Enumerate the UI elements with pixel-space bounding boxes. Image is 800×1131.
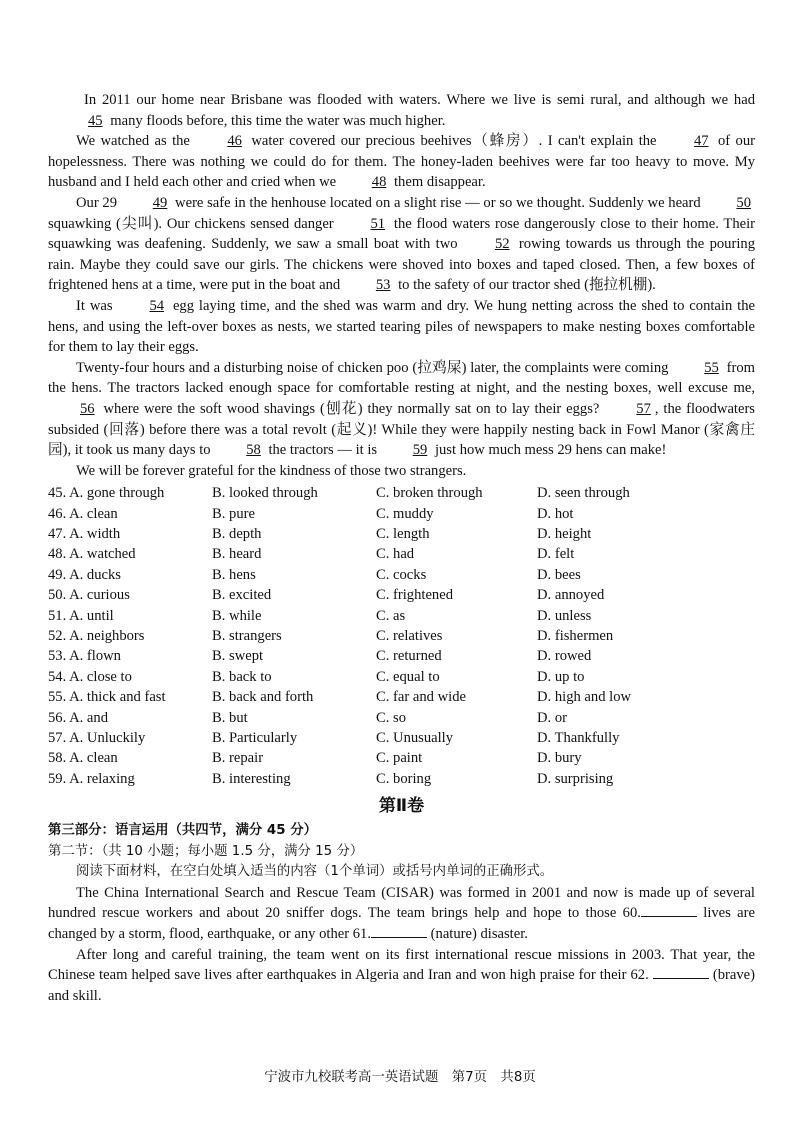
blank-51[interactable]: 51 — [370, 215, 386, 232]
option-choice[interactable]: C. far and wide — [376, 689, 466, 706]
blank-58[interactable]: 58 — [246, 442, 261, 459]
option-choice[interactable]: D. seen through — [537, 485, 630, 502]
grammar-text: After long and careful training, the team went on its first international rescue missions in 2003. That year, the Chinese team helped save lives after earthquakes in Algeria and Iran and won high praise for their 62. — [48, 946, 755, 984]
passage-paragraph: We watched as the 46 water covered our precious beehives（蜂房）. I can't explain the 47 of our hopelessness. There was nothing we could do for them. The honey-laden beehives were far too heavy to move. My husband and I held each other and cried when we 48 them disappear. — [48, 131, 755, 193]
option-choice[interactable]: C. relatives — [376, 628, 443, 645]
blank-53[interactable]: 53 — [375, 277, 391, 294]
option-row — [48, 646, 755, 666]
blank-59[interactable]: 59 — [412, 442, 428, 459]
option-choice[interactable]: B. excited — [212, 587, 272, 604]
option-choice[interactable]: C. boring — [376, 770, 432, 787]
option-choice[interactable]: 56. A. and — [48, 709, 108, 726]
blank-60[interactable] — [641, 904, 697, 917]
option-choice[interactable]: 59. A. relaxing — [48, 770, 135, 787]
option-row — [48, 667, 755, 687]
blank-45[interactable]: 45 — [88, 112, 103, 129]
option-choice[interactable]: 51. A. until — [48, 607, 114, 624]
section-heading-text: 第三部分：语言运用（共四节，满分 45 分） — [48, 823, 317, 839]
option-choice[interactable]: 52. A. neighbors — [48, 628, 145, 645]
grammar-text: (nature) disaster. — [430, 925, 528, 942]
option-row — [48, 728, 755, 748]
answer-options — [48, 483, 755, 789]
option-choice[interactable]: C. so — [376, 709, 407, 726]
volume-title: 第Ⅱ卷 — [378, 796, 425, 817]
passage-paragraph: In 2011 our home near Brisbane was flooded with waters. Where we live is semi rural, and although we had 45 many floods before, this time the water was much higher. — [48, 90, 755, 131]
grammar-text: lives are changed by a storm, flood, earthquake, or any other 61. — [48, 905, 755, 942]
passage-paragraph: We will be forever grateful for the kindness of those two strangers. — [76, 462, 467, 479]
blank-56[interactable]: 56 — [80, 400, 95, 417]
option-choice[interactable]: D. fishermen — [537, 628, 614, 645]
option-choice[interactable]: D. unless — [537, 607, 592, 624]
grammar-text: The China International Search and Rescue Team (CISAR) was formed in 2001 and now is made up of several hundred rescue workers and about 20 sniffer dogs. The team brings help and hope to those 60. — [48, 884, 755, 922]
option-choice[interactable]: D. or — [537, 709, 567, 726]
option-choice[interactable]: 48. A. watched — [48, 546, 136, 563]
option-row — [48, 626, 755, 646]
option-choice[interactable]: C. equal to — [376, 668, 440, 685]
option-row — [48, 483, 755, 503]
option-choice[interactable]: 57. A. Unluckily — [48, 729, 146, 746]
option-choice[interactable]: 49. A. ducks — [48, 566, 121, 583]
option-choice[interactable]: D. surprising — [537, 770, 614, 787]
blank-48[interactable]: 48 — [371, 174, 387, 191]
option-choice[interactable]: D. height — [537, 526, 592, 543]
option-row — [48, 708, 755, 728]
option-row — [48, 769, 755, 789]
option-choice[interactable]: C. paint — [376, 750, 423, 767]
option-row — [48, 544, 755, 564]
option-row — [48, 748, 755, 768]
option-choice[interactable]: 58. A. clean — [48, 750, 118, 767]
option-row — [48, 585, 755, 605]
option-choice[interactable]: D. bury — [537, 750, 582, 767]
option-choice[interactable]: D. rowed — [537, 648, 592, 665]
option-choice[interactable]: C. muddy — [376, 505, 434, 522]
blank-52[interactable]: 52 — [494, 236, 510, 253]
option-choice[interactable]: B. strangers — [212, 628, 282, 645]
option-choice[interactable]: 45. A. gone through — [48, 485, 165, 502]
option-choice[interactable]: C. frightened — [376, 587, 454, 604]
option-choice[interactable]: B. looked through — [212, 485, 318, 502]
grammar-paragraph — [48, 945, 755, 1007]
passage-paragraph: Twenty-four hours and a disturbing noise of chicken poo (拉鸡屎) later, the complaints were coming 55 from the hens. The tractors lacked enough space for comfortable resting at night, and the nesting boxes, well excuse me, 56 where were the soft wood shavings (刨花) they normally sat on to lay their eggs? 57 , the floodwaters subsided (回落) before there was a total revolt (起义)! While they were happily nesting back in Fowl Manor (家禽庄园), it took us many days to 58 the tractors — it is 59 just how much mess 29 hens can make! — [48, 358, 755, 461]
option-choice[interactable]: D. annoyed — [537, 587, 605, 604]
option-choice[interactable]: 46. A. clean — [48, 505, 118, 522]
option-choice[interactable]: D. up to — [537, 668, 585, 685]
option-choice[interactable]: B. Particularly — [212, 729, 298, 746]
option-row — [48, 606, 755, 626]
option-choice[interactable]: C. length — [376, 526, 430, 543]
option-choice[interactable]: B. depth — [212, 526, 262, 543]
option-row — [48, 504, 755, 524]
option-choice[interactable]: B. repair — [212, 750, 264, 767]
page-footer: 宁波市九校联考高一英语试题 第7页 共8页 — [264, 1070, 536, 1085]
blank-49[interactable]: 49 — [152, 194, 168, 211]
option-choice[interactable]: 50. A. curious — [48, 587, 130, 604]
option-choice[interactable]: C. returned — [376, 648, 442, 665]
blank-57[interactable]: 57 — [636, 400, 651, 417]
option-choice[interactable]: B. swept — [212, 648, 264, 665]
option-choice[interactable]: 47. A. width — [48, 526, 121, 543]
option-choice[interactable]: C. broken through — [376, 485, 483, 502]
option-choice[interactable]: D. felt — [537, 546, 575, 563]
instruction: 阅读下面材料，在空白处填入适当的内容（1个单词）或括号内单词的正确形式。 — [76, 864, 554, 880]
option-choice[interactable]: B. back and forth — [212, 689, 314, 706]
blank-62[interactable] — [653, 966, 709, 979]
section-heading — [48, 820, 755, 841]
subsection-heading: 第二节：（共 10 小题；每小题 1.5 分，满分 15 分） — [48, 844, 364, 860]
option-choice[interactable]: C. had — [376, 546, 415, 563]
option-choice[interactable]: B. hens — [212, 566, 256, 583]
option-row — [48, 524, 755, 544]
option-choice[interactable]: B. heard — [212, 546, 262, 563]
option-choice[interactable]: D. high and low — [537, 689, 632, 706]
option-row — [48, 687, 755, 707]
option-choice[interactable]: D. hot — [537, 505, 574, 522]
blank-54[interactable]: 54 — [149, 297, 165, 314]
option-choice[interactable]: 53. A. flown — [48, 648, 121, 665]
option-choice[interactable]: B. while — [212, 607, 262, 624]
option-choice[interactable]: B. but — [212, 709, 248, 726]
blank-55[interactable]: 55 — [704, 359, 719, 376]
grammar-paragraph — [48, 883, 755, 945]
blank-47[interactable]: 47 — [693, 133, 709, 150]
option-choice[interactable]: 55. A. thick and fast — [48, 689, 166, 706]
option-row — [48, 565, 755, 585]
option-choice[interactable]: C. cocks — [376, 566, 427, 583]
option-choice[interactable]: C. as — [376, 607, 406, 624]
option-choice[interactable]: B. pure — [212, 505, 255, 522]
cloze-passage — [48, 90, 755, 481]
blank-61[interactable] — [371, 925, 427, 938]
option-choice[interactable]: C. Unusually — [376, 729, 454, 746]
option-choice[interactable]: D. Thankfully — [537, 729, 620, 746]
grammar-text: (brave) and skill. — [48, 967, 755, 1004]
option-choice[interactable]: B. back to — [212, 668, 272, 685]
blank-46[interactable]: 46 — [227, 133, 242, 150]
option-choice[interactable]: 54. A. close to — [48, 668, 132, 685]
option-choice[interactable]: B. interesting — [212, 770, 291, 787]
passage-paragraph: Our 29 49 were safe in the henhouse located on a slight rise — or so we thought. Suddenly we heard 50 squawking (尖叫). Our chickens sensed danger 51 the flood waters rose dangerously close to their home. Their squawking was deafening. Suddenly, we saw a small boat with two 52 rowing towards us through the pouring rain. Maybe they could save our girls. The chickens were shoved into boxes and taped closed. Then, a few boxes of frightened hens at a time, were put in the boat and 53 to the safety of our tractor shed (拖拉机棚). — [48, 193, 755, 296]
grammar-passage — [48, 862, 755, 1006]
option-choice[interactable]: D. bees — [537, 566, 581, 583]
blank-50[interactable]: 50 — [736, 194, 751, 211]
passage-paragraph: It was 54 egg laying time, and the shed was warm and dry. We hung netting across the shed to contain the hens, and using the left-over boxes as nests, we started tearing piles of newspapers to make nesting boxes comfortable for them to lay their eggs. — [48, 297, 755, 356]
